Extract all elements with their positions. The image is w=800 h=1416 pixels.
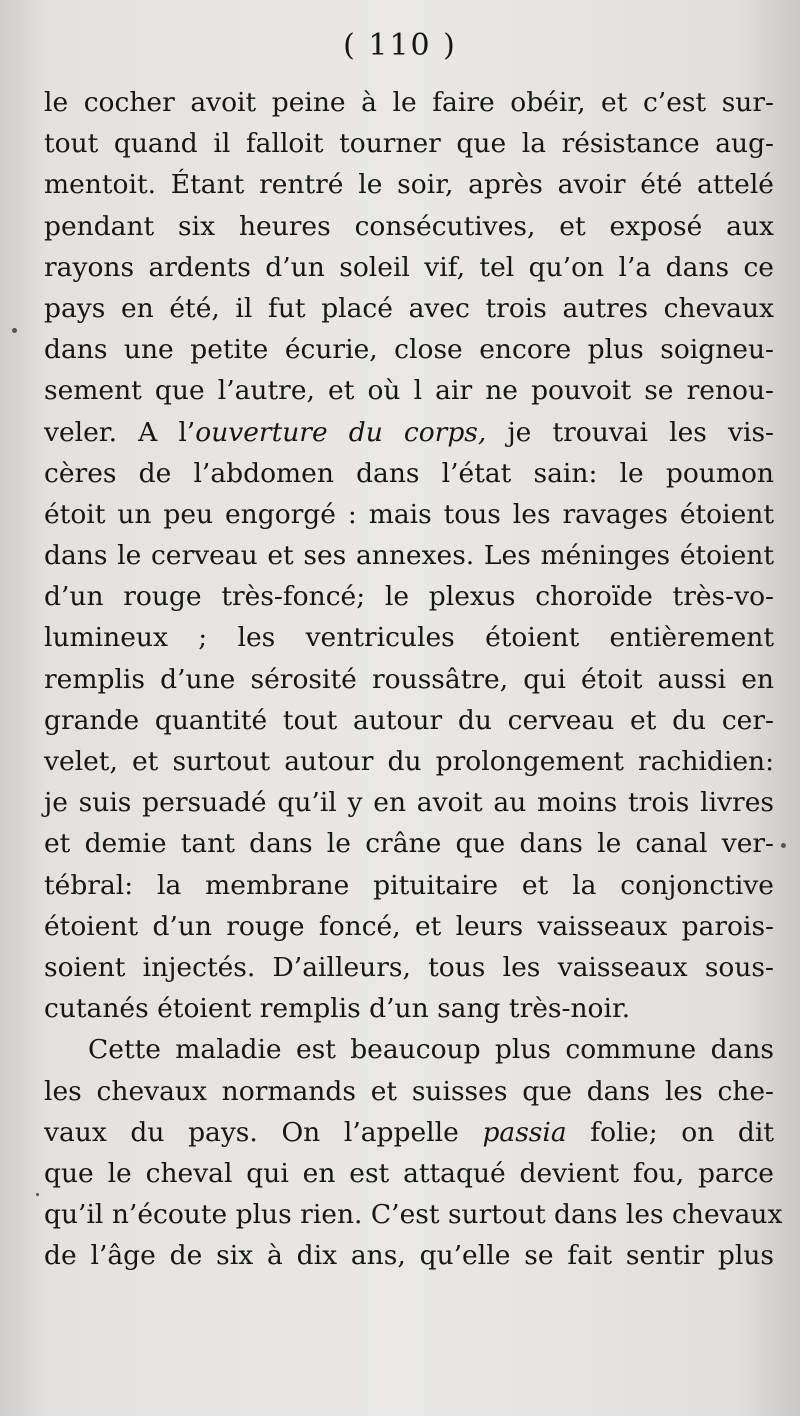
text-line: dans une petite écurie, close encore plus soigneu- (44, 334, 774, 366)
text-segment: folie; on dit (566, 1116, 774, 1148)
paper-speck (12, 328, 17, 333)
text-line: le cocher avoit peine à le faire obéir, et c’est sur- (44, 87, 774, 118)
text-line: pendant six heures consécutives, et exposé aux (44, 210, 774, 242)
italic-phrase: passia (482, 1116, 567, 1148)
paper-speck (781, 843, 786, 848)
paper-speck (36, 1193, 39, 1196)
text-line: et demie tant dans le crâne que dans le canal ver- (44, 828, 774, 860)
text-line: tébral: la membrane pituitaire et la conjonctive (44, 869, 774, 901)
text-line: mentoit. Étant rentré le soir, après avoir été attelé (44, 169, 774, 201)
text-line: soient injectés. D’ailleurs, tous les vaisseaux sous- (44, 951, 774, 983)
text-line: lumineux ; les ventricules étoient entièrement (44, 622, 774, 654)
text-line: sement que l’autre, et où l air ne pouvoit se renou- (44, 375, 774, 407)
text-segment: vaux du pays. On l’appelle (44, 1116, 483, 1148)
text-line: de l’âge de six à dix ans, qu’elle se fait sentir plus (44, 1240, 774, 1272)
text-line: velet, et surtout autour du prolongement rachidien: (44, 746, 774, 777)
text-line: que le cheval qui en est attaqué devient fou, parce (44, 1157, 774, 1189)
text-line: étoit un peu engorgé : mais tous les ravages étoient (44, 498, 774, 530)
italic-phrase: ouverture du corps, (195, 416, 487, 448)
text-line: Cette maladie est beaucoup plus commune dans (88, 1034, 774, 1066)
text-line: cères de l’abdomen dans l’état sain: le poumon (44, 457, 774, 489)
text-line (44, 412, 774, 453)
text-line: remplis d’une sérosité roussâtre, qui étoit aussi en (44, 663, 774, 695)
text-segment: veler. A l’ (44, 416, 196, 448)
text-line: pays en été, il fut placé avec trois autres chevaux (44, 292, 774, 324)
page-number: ( 110 ) (343, 28, 457, 63)
text-line: d’un rouge très-foncé; le plexus choroïde très-vo- (44, 581, 774, 613)
text-line: qu’il n’écoute plus rien. C’est surtout dans les chevaux (44, 1199, 783, 1231)
text-line (44, 1112, 774, 1153)
text-line: étoient d’un rouge foncé, et leurs vaisseaux parois- (44, 910, 774, 942)
text-line: tout quand il falloit tourner que la résistance aug- (44, 128, 774, 160)
text-line: dans le cerveau et ses annexes. Les méninges étoient (44, 540, 774, 572)
text-segment: je trouvai les vis- (486, 416, 774, 448)
text-line: rayons ardents d’un soleil vif, tel qu’on l’a dans ce (44, 251, 774, 283)
text-line: grande quantité tout autour du cerveau et du cer- (44, 704, 774, 736)
text-line: cutanés étoient remplis d’un sang très-noir. (44, 993, 631, 1025)
text-line: je suis persuadé qu’il y en avoit au moins trois livres (44, 787, 774, 819)
body-text (44, 82, 783, 1276)
text-line: les chevaux normands et suisses que dans les che- (44, 1075, 774, 1107)
